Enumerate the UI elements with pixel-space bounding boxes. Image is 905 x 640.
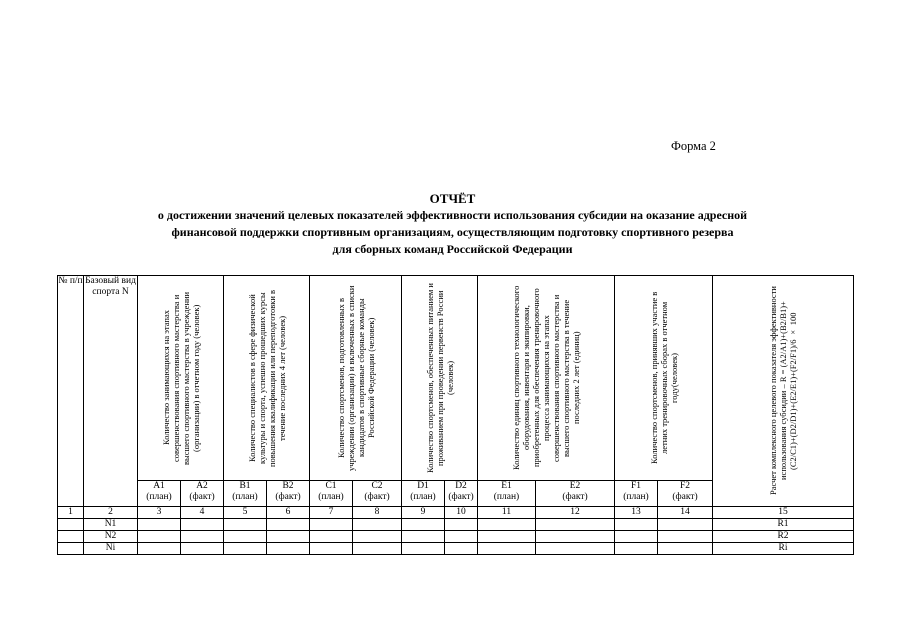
cell-empty — [58, 519, 84, 531]
sub-code: F1 — [630, 480, 642, 491]
header-group-b — [224, 276, 310, 481]
sub-code: D2 — [455, 480, 467, 491]
cell-empty — [402, 543, 445, 555]
header-group-d — [402, 276, 478, 481]
cell-empty — [138, 543, 181, 555]
column-number-row — [58, 507, 854, 519]
col-number: 5 — [224, 507, 267, 519]
cell-empty — [658, 531, 713, 543]
sub-b2 — [267, 480, 310, 506]
cell-empty — [267, 531, 310, 543]
cell-empty — [138, 531, 181, 543]
header-group-c — [310, 276, 402, 481]
cell-empty — [310, 531, 353, 543]
group-c-text: Количество спортсменов, подготовленных в учреждении (организации) и включенных в списки кандидатов в спортивные сборные команды Российской Федерации (человек) — [335, 285, 376, 471]
sub-a2 — [181, 480, 224, 506]
cell-empty — [181, 519, 224, 531]
sub-e1 — [478, 480, 536, 506]
group-e-text: Количество единиц спортивного технологического оборудования, инвентаря и экипировки, приобретенных для обеспечения тренировочного процесса занимающихся на этапах совершенствования спортивного мастерства и высшего спортивного мастерства в течение последних 2 лет (единиц) — [511, 285, 581, 471]
cell-empty — [310, 519, 353, 531]
cell-empty — [615, 543, 658, 555]
sub-code: A1 — [153, 480, 165, 491]
sub-code: D1 — [417, 480, 429, 491]
cell-r: R1 — [713, 519, 854, 531]
col-number: 9 — [402, 507, 445, 519]
sub-a1 — [138, 480, 181, 506]
cell-empty — [267, 543, 310, 555]
table-row — [58, 543, 854, 555]
cell-empty — [181, 531, 224, 543]
cell-empty — [445, 543, 478, 555]
header-row-groups — [58, 276, 854, 481]
sub-f1 — [615, 480, 658, 506]
group-d-text: Количество спортсменов, обеспеченных питанием и проживанием при проведении первенств России (человек) — [424, 282, 455, 473]
sub-note: (факт) — [562, 491, 588, 502]
sub-c1 — [310, 480, 353, 506]
col-number: 2 — [84, 507, 138, 519]
cell-empty — [224, 543, 267, 555]
col-number: 11 — [478, 507, 536, 519]
cell-empty — [615, 519, 658, 531]
sub-note: (план) — [623, 491, 649, 502]
col-number: 13 — [615, 507, 658, 519]
cell-sport: Ni — [84, 543, 138, 555]
cell-empty — [310, 543, 353, 555]
cell-empty — [478, 531, 536, 543]
header-group-e — [478, 276, 615, 481]
cell-empty — [58, 543, 84, 555]
cell-empty — [58, 531, 84, 543]
header-group-a — [138, 276, 224, 481]
sub-code: C2 — [371, 480, 383, 491]
sub-note: (план) — [318, 491, 344, 502]
cell-empty — [267, 519, 310, 531]
sub-note: (план) — [146, 491, 172, 502]
cell-empty — [445, 531, 478, 543]
sub-b1 — [224, 480, 267, 506]
col-number: 3 — [138, 507, 181, 519]
sub-note: (факт) — [448, 491, 474, 502]
table-row — [58, 531, 854, 543]
cell-empty — [478, 543, 536, 555]
sub-code: C1 — [325, 480, 337, 491]
sub-note: (факт) — [672, 491, 698, 502]
cell-empty — [536, 519, 615, 531]
col-number: 4 — [181, 507, 224, 519]
sub-note: (план) — [493, 491, 520, 502]
cell-empty — [181, 543, 224, 555]
cell-r: Ri — [713, 543, 854, 555]
sub-code: E2 — [569, 480, 581, 491]
subtitle-line-2: финансовой поддержки спортивным организациям, осуществляющим подготовку спортивного резерва — [171, 225, 734, 239]
header-sport: Базовый вид спорта N — [84, 276, 138, 507]
col-number: 6 — [267, 507, 310, 519]
col-number: 15 — [713, 507, 854, 519]
sub-note: (план) — [232, 491, 258, 502]
sub-note: (факт) — [275, 491, 301, 502]
cell-empty — [536, 543, 615, 555]
cell-empty — [402, 531, 445, 543]
cell-empty — [138, 519, 181, 531]
header-no: № п/п — [58, 276, 84, 507]
sub-note: (план) — [410, 491, 436, 502]
report-table — [57, 275, 854, 555]
col-number: 10 — [445, 507, 478, 519]
group-b-text: Количество специалистов в сфере физической культуры и спорта, успешно прошедших курсы повышения квалификации или переподготовки в течение последних 4 лет (человек) — [246, 289, 287, 467]
form-label: Форма 2 — [671, 139, 716, 153]
sub-code: A2 — [196, 480, 208, 491]
sub-d2 — [445, 480, 478, 506]
cell-empty — [353, 531, 402, 543]
cell-empty — [478, 519, 536, 531]
col-number: 7 — [310, 507, 353, 519]
header-calc — [713, 276, 854, 507]
sub-code: B2 — [282, 480, 294, 491]
sub-note: (факт) — [189, 491, 215, 502]
sub-code: E1 — [501, 480, 512, 491]
report-subtitle — [0, 207, 905, 258]
col-number: 8 — [353, 507, 402, 519]
cell-empty — [224, 519, 267, 531]
sub-f2 — [658, 480, 713, 506]
cell-sport: N1 — [84, 519, 138, 531]
report-title: ОТЧЁТ — [429, 191, 476, 206]
cell-empty — [615, 531, 658, 543]
col-number: 12 — [536, 507, 615, 519]
cell-empty — [658, 519, 713, 531]
table-row — [58, 519, 854, 531]
cell-sport: N2 — [84, 531, 138, 543]
cell-empty — [402, 519, 445, 531]
cell-empty — [658, 543, 713, 555]
calc-text: Расчет комплексного целевого показателя эффективности использования субсидии – R = (A2/A1)+(B2/B1)+(C2/C1)+(D2/D1)+(E2/E1)+(F2/F1)/6 × 100 — [768, 286, 798, 496]
sub-e2 — [536, 480, 615, 506]
subtitle-line-3: для сборных команд Российской Федерации — [332, 242, 573, 256]
col-number: 14 — [658, 507, 713, 519]
sub-c2 — [353, 480, 402, 506]
group-f-text: Количество спортсменов, принявших участие в летних тренировочных сборах в отчетном году(человек) — [648, 291, 679, 465]
cell-empty — [224, 531, 267, 543]
header-group-f — [615, 276, 713, 481]
sub-d1 — [402, 480, 445, 506]
sub-note: (факт) — [364, 491, 390, 502]
col-number: 1 — [58, 507, 84, 519]
cell-empty — [445, 519, 478, 531]
subtitle-line-1: о достижении значений целевых показателей эффективности использования субсидии на оказание адресной — [157, 208, 748, 222]
cell-empty — [353, 519, 402, 531]
cell-empty — [353, 543, 402, 555]
cell-empty — [536, 531, 615, 543]
sub-code: B1 — [239, 480, 251, 491]
sub-code: F2 — [679, 480, 691, 491]
cell-r: R2 — [713, 531, 854, 543]
group-a-text: Количество занимающихся на этапах совершенствования спортивного мастерства и высшего спортивного мастерства в учреждении (организации) в отчетном году (человек) — [160, 291, 201, 465]
